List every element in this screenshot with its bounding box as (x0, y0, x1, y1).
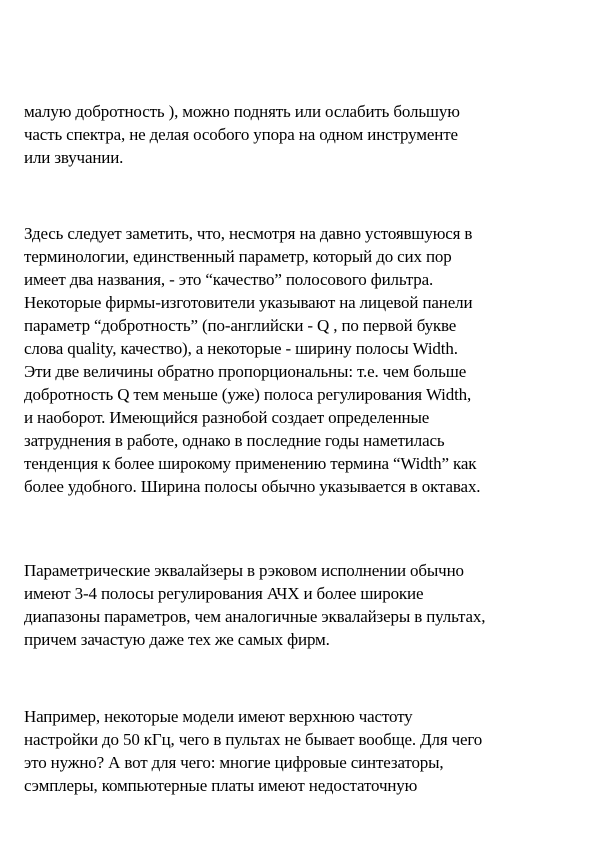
text-line: Эти две величины обратно пропорциональны: т.е. чем больше (24, 362, 467, 381)
text-line: Некоторые фирмы-изготовители указывают на лицевой панели (24, 293, 473, 312)
text-line: и наоборот. Имеющийся разнобой создает определенные (24, 408, 430, 427)
text-line: Параметрические эквалайзеры в рэковом исполнении обычно (24, 561, 464, 580)
text-line: или звучании. (24, 148, 124, 167)
text-line: добротность Q тем меньше (уже) полоса регулирования Width, (24, 385, 472, 404)
text-line: диапазоны параметров, чем аналогичные эквалайзеры в пультах, (24, 607, 486, 626)
text-line: более удобного. Ширина полосы обычно указывается в октавах. (24, 477, 481, 496)
text-line: Здесь следует заметить, что, несмотря на давно устоявшуюся в (24, 224, 473, 243)
text-line: это нужно? А вот для чего: многие цифровые синтезаторы, (24, 753, 444, 772)
text-line: тенденция к более широкому применению термина “Width” как (24, 454, 477, 473)
text-line: настройки до 50 кГц, чего в пультах не бывает вообще. Для чего (24, 730, 483, 749)
text-line: малую добротность ), можно поднять или ослабить большую (24, 102, 460, 121)
text-line: имеют 3-4 полосы регулирования АЧХ и более широкие (24, 584, 424, 603)
text-line: сэмплеры, компьютерные платы имеют недостаточную (24, 776, 418, 795)
text-line: часть спектра, не делая особого упора на одном инструменте (24, 125, 458, 144)
text-line: параметр “добротность” (по-английски - Q , по первой букве (24, 316, 457, 335)
text-line: затруднения в работе, однако в последние годы наметилась (24, 431, 445, 450)
text-line: Например, некоторые модели имеют верхнюю частоту (24, 707, 413, 726)
text-line: слова quality, качество), а некоторые - ширину полосы Width. (24, 339, 458, 358)
text-line: терминологии, единственный параметр, который до сих пор (24, 247, 452, 266)
text-line: причем зачастую даже тех же самых фирм. (24, 630, 330, 649)
text-line: имеет два названия, - это “качество” полосового фильтра. (24, 270, 434, 289)
